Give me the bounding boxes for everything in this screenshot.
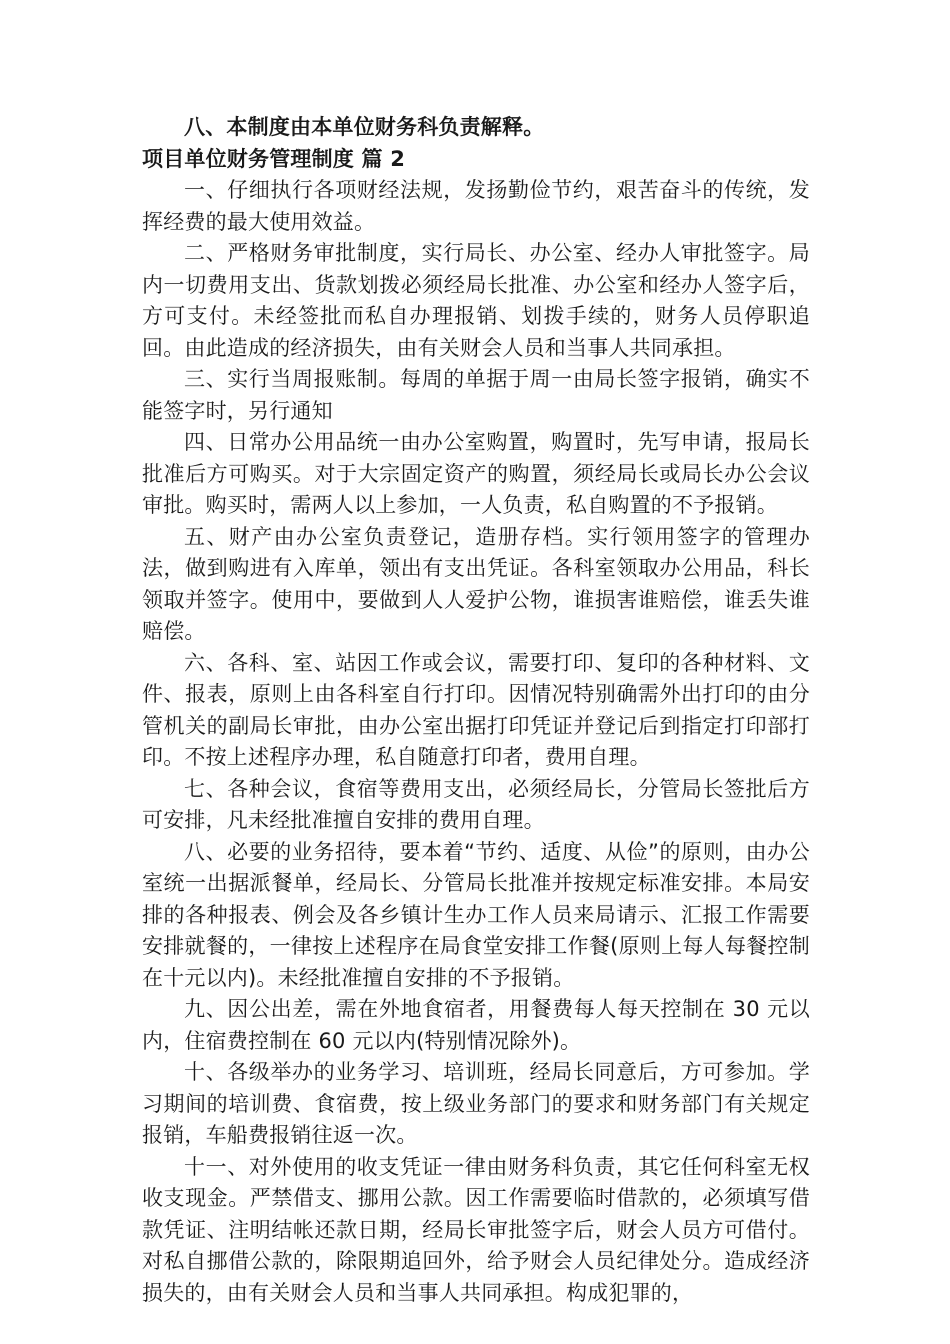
document-page: [142, 112, 810, 1309]
paragraph-9: 九、因公出差，需在外地食宿者，用餐费每人每天控制在 30 元以内，住宿费控制在 60 元以内(特别情况除外)。: [142, 997, 810, 1053]
paragraph-1: 一、仔细执行各项财经法规，发扬勤俭节约，艰苦奋斗的传统，发挥经费的最大使用效益。: [142, 178, 810, 234]
closing-clause: 八、本制度由本单位财务科负责解释。: [184, 115, 545, 139]
paragraph-10: 十、各级举办的业务学习、培训班，经局长同意后，方可参加。学习期间的培训费、食宿费，按上级业务部门的要求和财务部门有关规定报销，车船费报销往返一次。: [142, 1060, 810, 1147]
paragraph-6: 六、各科、室、站因工作或会议，需要打印、复印的各种材料、文件、报表，原则上由各科室自行打印。因情况特别确需外出打印的由分管机关的副局长审批，由办公室出据打印凭证并登记后到指定打印部打印。不按上述程序办理，私自随意打印者，费用自理。: [142, 650, 810, 769]
paragraph-7: 七、各种会议，食宿等费用支出，必须经局长，分管局长签批后方可安排，凡未经批准擅自安排的费用自理。: [142, 776, 810, 832]
paragraph-5: 五、财产由办公室负责登记，造册存档。实行领用签字的管理办法，做到购进有入库单，领出有支出凭证。各科室领取办公用品，科长领取并签字。使用中，要做到人人爱护公物，谁损害谁赔偿，谁丢失谁赔偿。: [142, 524, 810, 643]
paragraph-4: 四、日常办公用品统一由办公室购置，购置时，先写申请，报局长批准后方可购买。对于大宗固定资产的购置，须经局长或局长办公会议审批。购买时，需两人以上参加，一人负责，私自购置的不予报销。: [142, 430, 810, 517]
paragraph-2: 二、严格财务审批制度，实行局长、办公室、经办人审批签字。局内一切费用支出、货款划拨必须经局长批准、办公室和经办人签字后，方可支付。未经签批而私自办理报销、划拨手续的，财务人员停职追回。由此造成的经济损失，由有关财会人员和当事人共同承担。: [142, 241, 810, 360]
paragraph-8: 八、必要的业务招待，要本着“节约、适度、从俭”的原则，由办公室统一出据派餐单，经局长、分管局长批准并按规定标准安排。本局安排的各种报表、例会及各乡镇计生办工作人员来局请示、汇报工作需要安排就餐的，一律按上述程序在局食堂安排工作餐(原则上每人每餐控制在十元以内)。未经批准擅自安排的不予报销。: [142, 839, 810, 990]
paragraph-3: 三、实行当周报账制。每周的单据于周一由局长签字报销，确实不能签字时，另行通知: [142, 367, 810, 423]
paragraph-11: 十一、对外使用的收支凭证一律由财务科负责，其它任何科室无权收支现金。严禁借支、挪用公款。因工作需要临时借款的，必须填写借款凭证、注明结帐还款日期，经局长审批签字后，财会人员方可借付。对私自挪借公款的，除限期追回外，给予财会人员纪律处分。造成经济损失的，由有关财会人员和当事人共同承担。构成犯罪的，: [142, 1154, 810, 1305]
section-title: 项目单位财务管理制度 篇 2: [142, 146, 406, 171]
